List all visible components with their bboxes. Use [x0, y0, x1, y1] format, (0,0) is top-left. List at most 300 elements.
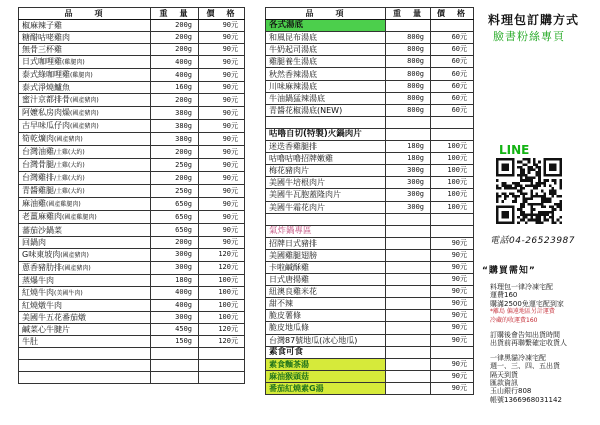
item-weight: 300g: [151, 248, 199, 261]
item-price: 60元: [431, 92, 474, 104]
table-row: [19, 311, 245, 323]
table-row: [266, 68, 474, 80]
item-note: /土雞(大約): [54, 149, 85, 157]
item-name-text: 各式湯底: [269, 20, 304, 31]
table-row: [19, 32, 245, 44]
item-name: [266, 225, 386, 237]
item-name-text: 台灣87號地瓜(冰心地瓜): [269, 335, 358, 345]
item-note: (美國牛肉): [54, 289, 83, 297]
table-header: [266, 8, 474, 20]
item-name-text: 咕嚕自切(特製)火鍋肉片: [269, 128, 362, 139]
item-weight: 650g: [151, 198, 199, 211]
item-price: 100元: [199, 299, 245, 311]
item-name: [19, 372, 151, 384]
note-line: 購滿2500免運宅配到家: [490, 299, 564, 308]
item-name: [19, 146, 151, 159]
header-weight: 重 量: [386, 8, 431, 20]
table-row: [266, 189, 474, 201]
item-price: 90元: [199, 211, 245, 224]
table-row: [266, 310, 474, 322]
phone-number: 電話04-26523987: [490, 236, 576, 246]
item-name: [19, 248, 151, 261]
item-price: 90元: [199, 120, 245, 133]
header-name: 品 項: [266, 8, 386, 20]
table-row: [19, 348, 245, 360]
item-note: (國產雞腿肉): [46, 201, 81, 209]
item-weight: 300g: [386, 177, 431, 189]
item-weight: 180g: [386, 141, 431, 153]
item-weight: 800g: [386, 68, 431, 80]
item-weight: 400g: [151, 299, 199, 311]
item-weight: 250g: [151, 159, 199, 172]
item-weight: [386, 298, 431, 310]
note-line: 匯款資訊: [490, 379, 518, 388]
item-weight: [386, 346, 431, 358]
item-price: 60元: [431, 56, 474, 68]
item-name-text: 氣炸鍋專區: [269, 225, 312, 236]
item-weight: 200g: [151, 44, 199, 56]
item-weight: 250g: [151, 185, 199, 198]
item-name-text: 麻油猴頭菇: [269, 371, 309, 381]
item-name-text: 台灣油雞: [22, 147, 54, 157]
item-weight: 800g: [386, 56, 431, 68]
table-row: [266, 213, 474, 225]
table-row: [266, 32, 474, 44]
item-name-text: 老薑麻雞肉: [22, 212, 62, 222]
item-price: 90元: [431, 358, 474, 370]
item-price: 100元: [199, 286, 245, 299]
item-price: 100元: [199, 274, 245, 286]
item-price: 60元: [431, 44, 474, 56]
item-price: 100元: [431, 153, 474, 165]
item-weight: 200g: [151, 20, 199, 32]
item-name: [266, 92, 386, 104]
item-name-text: 美國牛五花番茄燉: [22, 312, 86, 322]
item-weight: 800g: [386, 80, 431, 92]
note-line: 隔天到貨: [490, 370, 518, 379]
item-note: (國產豬肉): [62, 264, 91, 272]
item-name-text: 無骨三杯雞: [22, 45, 62, 55]
item-name: [19, 261, 151, 274]
item-name: [266, 213, 386, 225]
table-row: [19, 236, 245, 248]
table-row: [266, 44, 474, 56]
order-method-title: 料理包訂購方式: [488, 13, 580, 27]
item-name-text: 椒麻辣子雞: [22, 21, 62, 31]
table-row: [19, 94, 245, 107]
item-weight: 300g: [151, 261, 199, 274]
item-name-text: 招牌日式豬排: [269, 238, 317, 248]
item-name: [266, 116, 386, 128]
item-price: 90元: [199, 185, 245, 198]
item-weight: 800g: [386, 104, 431, 116]
item-weight: [386, 213, 431, 225]
item-name-text: 素食可食: [269, 346, 304, 357]
table-row: [266, 261, 474, 273]
item-name: [19, 133, 151, 146]
note-line: 一律黑貓冷凍宅配: [490, 353, 546, 362]
table-row: [266, 358, 474, 370]
item-price: 90元: [199, 32, 245, 44]
item-name-text: 秋然香辣湯底: [269, 69, 317, 79]
item-name: [19, 44, 151, 56]
table-row: [266, 165, 474, 177]
item-price: 90元: [199, 94, 245, 107]
item-price: 90元: [199, 198, 245, 211]
item-name: [19, 120, 151, 133]
item-name: [266, 358, 386, 370]
table-row: [19, 336, 245, 348]
item-weight: 380g: [151, 107, 199, 120]
item-note: (國產豬肉): [70, 110, 99, 118]
item-price: 90元: [431, 298, 474, 310]
item-weight: [151, 372, 199, 384]
item-note: (國產豬肉): [60, 251, 89, 259]
item-name-text: 蔥香豬肋排: [22, 262, 62, 272]
item-weight: 200g: [151, 236, 199, 248]
table-row: [266, 177, 474, 189]
item-name: [19, 211, 151, 224]
table-row: [266, 382, 474, 394]
table-row: [19, 198, 245, 211]
item-weight: [386, 237, 431, 249]
item-price: 120元: [199, 336, 245, 348]
item-name: [19, 185, 151, 198]
item-weight: 300g: [151, 311, 199, 323]
item-price: 100元: [431, 189, 474, 201]
item-price: 90元: [199, 44, 245, 56]
item-name: [19, 323, 151, 335]
item-price: [431, 20, 474, 32]
item-weight: [386, 310, 431, 322]
item-price: 60元: [431, 104, 474, 116]
item-name-text: 紅燒燉牛肉: [22, 300, 62, 310]
item-weight: [386, 370, 431, 382]
item-name-text: 迷迭香雞腿排: [269, 142, 317, 152]
item-name: [266, 80, 386, 92]
item-weight: 150g: [151, 336, 199, 348]
left-price-table: [18, 7, 245, 384]
item-name-text: 鹹菜心牛腱片: [22, 324, 70, 334]
item-name-text: 美國牛瓦胞蓋隆肉片: [269, 190, 341, 200]
purchase-notice-title: “購買需知”: [482, 266, 536, 276]
section-header: [266, 225, 474, 237]
item-weight: [151, 360, 199, 372]
table-row: [19, 146, 245, 159]
table-row: [266, 141, 474, 153]
table-row: [266, 80, 474, 92]
item-name-text: 台灣雞排: [22, 173, 54, 183]
item-weight: [386, 116, 431, 128]
item-price: 90元: [199, 172, 245, 185]
item-price: 90元: [431, 334, 474, 346]
item-price: 90元: [431, 322, 474, 334]
item-price: 90元: [199, 146, 245, 159]
item-note: (國產雞腿肉): [62, 214, 97, 222]
table-row: [266, 56, 474, 68]
item-name-text: 台灣骨腿: [22, 160, 54, 170]
item-price: 90元: [431, 274, 474, 286]
table-row: [19, 56, 245, 69]
item-name: [19, 32, 151, 44]
note-line: 訂購後會告知出貨時間: [490, 331, 560, 340]
item-weight: [386, 382, 431, 394]
item-name: [19, 360, 151, 372]
item-weight: [386, 274, 431, 286]
table-row: [19, 82, 245, 94]
item-weight: [386, 286, 431, 298]
item-name: [19, 159, 151, 172]
item-price: [431, 346, 474, 358]
item-price: [199, 348, 245, 360]
item-name: [266, 177, 386, 189]
table-row: [19, 360, 245, 372]
item-note: (國產豬肉): [70, 97, 99, 105]
item-name-text: 阿嬤私房肉燥: [22, 108, 70, 118]
table-row: [266, 249, 474, 261]
item-weight: 800g: [386, 92, 431, 104]
item-price: 100元: [431, 177, 474, 189]
item-weight: 400g: [151, 69, 199, 82]
item-name-text: 脆皮地瓜條: [269, 323, 309, 333]
section-header: [266, 20, 474, 32]
item-weight: [386, 128, 431, 140]
fan-page-label: 臉書粉絲專頁: [493, 30, 565, 43]
item-name: [19, 56, 151, 69]
item-name: [19, 236, 151, 248]
item-name-text: 古早味瓜仔肉: [22, 121, 70, 131]
item-weight: [386, 334, 431, 346]
section-header: [266, 128, 474, 140]
item-name-text: 筍乾爌肉: [22, 134, 54, 144]
table-row: [266, 201, 474, 213]
item-name: [266, 153, 386, 165]
item-price: [431, 225, 474, 237]
item-name-text: 青醬花椒湯底(NEW): [269, 105, 343, 115]
table-row: [19, 20, 245, 32]
table-row: [19, 299, 245, 311]
table-row: [19, 323, 245, 335]
item-name: [266, 274, 386, 286]
item-name: [266, 165, 386, 177]
item-name: [266, 346, 386, 358]
item-name: [19, 274, 151, 286]
item-name-text: 日式咖哩雞: [22, 57, 62, 67]
item-name-text: 甜不辣: [269, 299, 293, 309]
item-name: [266, 370, 386, 382]
item-price: [431, 116, 474, 128]
item-name-text: 泰式淨燒鱸魚: [22, 83, 70, 93]
item-name-text: 番茄紅燒素G湯: [269, 383, 324, 393]
header-name: 品 項: [19, 8, 151, 20]
item-price: 90元: [199, 20, 245, 32]
item-weight: [151, 348, 199, 360]
table-row: [19, 286, 245, 299]
item-name: [266, 261, 386, 273]
item-name: [266, 382, 386, 394]
item-name: [266, 310, 386, 322]
item-weight: [386, 261, 431, 273]
table-row: [266, 334, 474, 346]
header-price: 價 格: [431, 8, 474, 20]
item-name-text: 牛奶起司湯底: [269, 45, 317, 55]
item-name-text: 紅燒牛肉: [22, 287, 54, 297]
item-weight: 200g: [151, 32, 199, 44]
item-price: 60元: [431, 80, 474, 92]
table-row: [266, 237, 474, 249]
item-name: [19, 107, 151, 120]
note-line: 玉山銀行808: [490, 387, 532, 396]
item-price: 120元: [199, 261, 245, 274]
table-header: [19, 8, 245, 20]
item-price: 120元: [199, 323, 245, 335]
item-name-text: 脆皮薯條: [269, 311, 301, 321]
item-note: /土雞(大約): [54, 188, 85, 196]
item-name: [266, 322, 386, 334]
item-name-text: 美國雞腿翅膀: [269, 250, 317, 260]
item-note: /土雞(大約): [54, 175, 85, 183]
purchase-notes: [490, 283, 567, 404]
item-price: 90元: [431, 382, 474, 394]
table-row: [19, 172, 245, 185]
item-name-text: 蒸爆牛肉: [22, 275, 54, 285]
item-name-text: 蕃茄沙鍋菜: [22, 225, 62, 235]
table-row: [19, 185, 245, 198]
item-price: 90元: [431, 370, 474, 382]
item-weight: 200g: [151, 94, 199, 107]
item-name-text: 麻油雞: [22, 199, 46, 209]
item-name: [266, 201, 386, 213]
table-row: [266, 370, 474, 382]
item-name: [19, 336, 151, 348]
item-weight: [386, 225, 431, 237]
item-name-text: 泰式綠咖哩雞: [22, 70, 70, 80]
item-price: 100元: [431, 141, 474, 153]
item-weight: 450g: [151, 323, 199, 335]
header-weight: 重 量: [151, 8, 199, 20]
item-weight: 650g: [151, 224, 199, 236]
item-weight: [386, 358, 431, 370]
table-row: [19, 107, 245, 120]
item-name-text: 和風昆布湯底: [269, 33, 317, 43]
item-price: 90元: [199, 107, 245, 120]
item-weight: 200g: [151, 146, 199, 159]
item-price: 90元: [199, 82, 245, 94]
note-line: *離島 偏遠地區另計運費: [490, 308, 555, 316]
item-name-text: 牛油鍋猛辣湯底: [269, 93, 325, 103]
item-name: [266, 237, 386, 249]
item-name: [266, 68, 386, 80]
item-price: 90元: [431, 286, 474, 298]
item-name: [266, 104, 386, 116]
table-row: [266, 274, 474, 286]
table-row: [19, 211, 245, 224]
table-row: [266, 92, 474, 104]
item-price: 90元: [199, 133, 245, 146]
item-name-text: 牛肚: [22, 337, 38, 347]
item-weight: 180g: [386, 153, 431, 165]
item-name: [19, 224, 151, 236]
item-name: [266, 141, 386, 153]
item-price: [199, 372, 245, 384]
item-note: (國產豬肉): [54, 136, 83, 144]
item-name: [19, 20, 151, 32]
header-price: 價 格: [199, 8, 245, 20]
item-name: [266, 44, 386, 56]
item-weight: 200g: [151, 172, 199, 185]
item-name-text: 回鍋肉: [22, 237, 46, 247]
item-name-text: 美國牛霜花肉片: [269, 202, 325, 212]
item-price: 90元: [199, 236, 245, 248]
table-row: [266, 104, 474, 116]
item-name: [266, 286, 386, 298]
table-row: [19, 69, 245, 82]
item-name: [266, 32, 386, 44]
item-name-text: 素食麵茶湯: [269, 359, 309, 369]
item-name-text: 雞腿養生湯底: [269, 57, 317, 67]
item-price: [431, 213, 474, 225]
item-name-text: 美國牛培根肉片: [269, 178, 325, 188]
item-price: 90元: [199, 69, 245, 82]
item-weight: 400g: [151, 286, 199, 299]
table-row: [19, 261, 245, 274]
item-weight: [386, 249, 431, 261]
table-row: [19, 372, 245, 384]
item-name-text: 卡啦鹹酥雞: [269, 263, 309, 273]
item-price: 90元: [199, 159, 245, 172]
table-row: [266, 153, 474, 165]
item-name-text: 紐澳良雞米花: [269, 287, 317, 297]
item-price: 100元: [431, 201, 474, 213]
item-note: (國產豬肉): [70, 123, 99, 131]
table-row: [19, 133, 245, 146]
item-weight: 160g: [151, 82, 199, 94]
item-weight: 300g: [386, 201, 431, 213]
item-note: (雞腿肉): [62, 59, 85, 67]
item-name-text: 川味麻辣湯底: [269, 81, 317, 91]
note-line: 運費160: [490, 291, 518, 300]
item-price: 60元: [431, 68, 474, 80]
item-weight: [386, 20, 431, 32]
note-line: 出貨前再聯繫確定收貨人: [490, 339, 567, 348]
item-name-text: G味東坡肉: [22, 249, 61, 259]
table-row: [19, 224, 245, 236]
table-row: [19, 159, 245, 172]
table-row: [19, 44, 245, 56]
item-weight: 800g: [386, 32, 431, 44]
item-price: 90元: [431, 249, 474, 261]
item-price: 100元: [199, 311, 245, 323]
item-name: [266, 298, 386, 310]
item-price: 90元: [431, 237, 474, 249]
item-name-text: 梅花豬肉片: [269, 166, 309, 176]
item-price: 90元: [199, 224, 245, 236]
line-qr-code[interactable]: [496, 158, 562, 224]
item-name: [19, 94, 151, 107]
item-name: [266, 56, 386, 68]
table-row: [266, 298, 474, 310]
item-name: [266, 249, 386, 261]
item-name-text: 咕嚕咕嚕招牌嫩雞: [269, 154, 333, 164]
item-note: /土雞(大約): [54, 162, 85, 170]
item-name: [19, 299, 151, 311]
note-line: 料理包一律冷凍宅配: [490, 283, 553, 291]
item-weight: [386, 322, 431, 334]
item-price: 90元: [431, 261, 474, 273]
item-price: [199, 360, 245, 372]
line-label: LINE: [499, 143, 530, 157]
note-line: 帳號1366968031142: [490, 395, 562, 404]
